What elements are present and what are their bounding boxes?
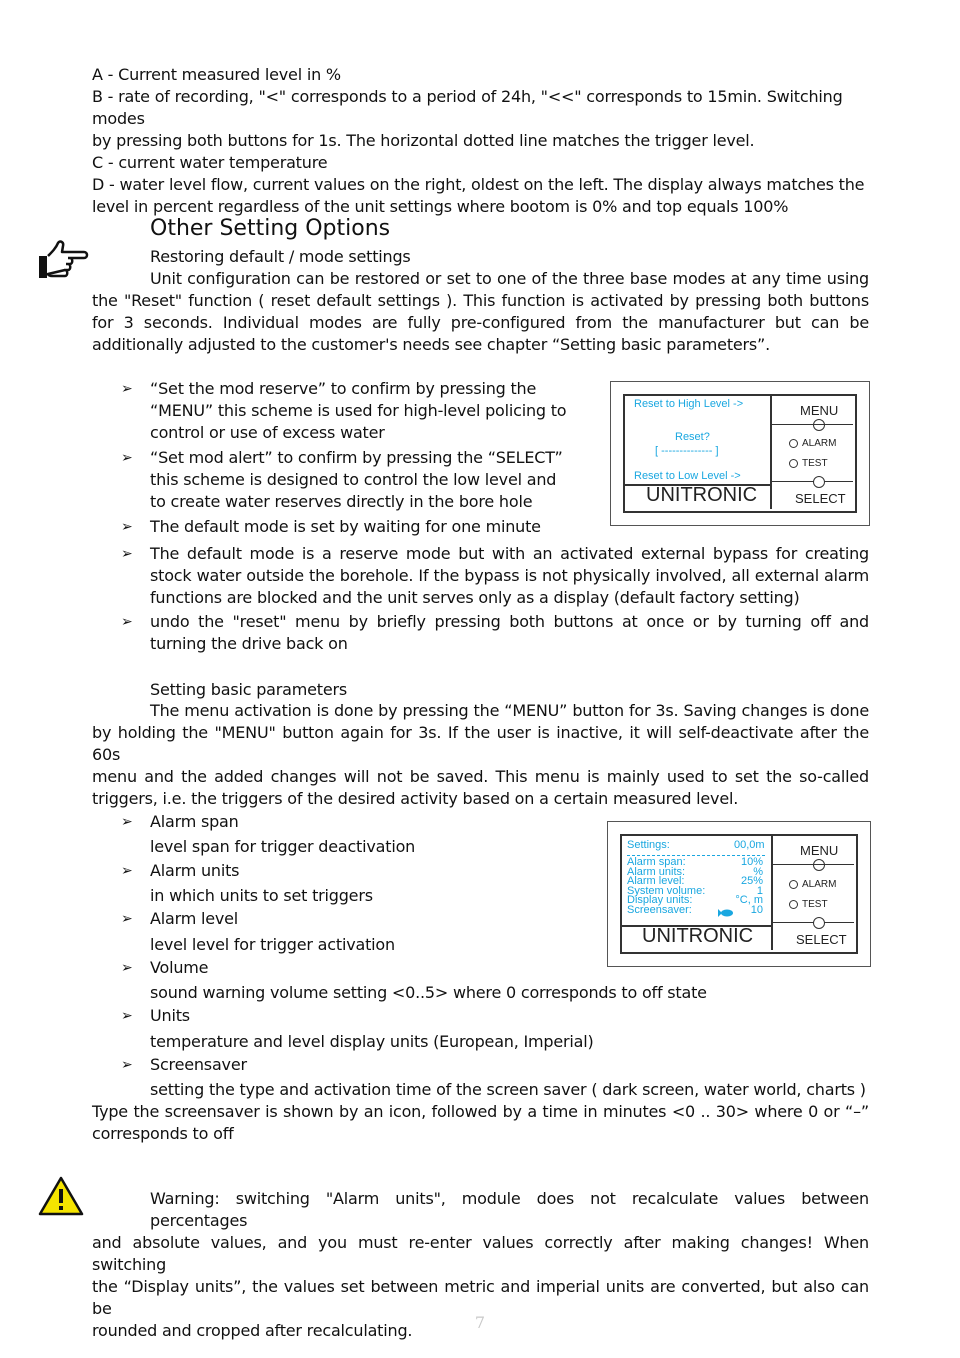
settings-list bbox=[627, 858, 765, 916]
bullet-line: undo the "reset" menu by briefly pressing both buttons at once or by turning off and bbox=[150, 612, 869, 631]
basic-line: menu and the added changes will not be saved. This menu is mainly used to set the so-called bbox=[92, 767, 869, 786]
restore-bullet bbox=[150, 378, 570, 444]
menu-label: MENU bbox=[800, 403, 839, 418]
param-desc: temperature and level display units (European, Imperial) bbox=[150, 1032, 594, 1051]
alarm-led-icon bbox=[789, 439, 798, 448]
settings-row bbox=[627, 903, 765, 916]
bullet-line: “Set the mod reserve” to confirm by pressing the bbox=[150, 379, 537, 398]
settings-row-label: Alarm units: bbox=[627, 865, 686, 878]
bullet-arrow-icon: ➢ bbox=[121, 519, 133, 535]
pointing-hand-icon bbox=[36, 240, 90, 284]
bullet-line: “MENU” this scheme is used for high-level policing to bbox=[150, 401, 567, 420]
bullet-arrow-icon: ➢ bbox=[121, 381, 133, 397]
settings-row-value: 10% bbox=[740, 856, 763, 868]
test-label: TEST bbox=[802, 458, 828, 469]
settings-row-value: 1 bbox=[756, 884, 763, 897]
legend-a: A - Current measured level in % bbox=[92, 65, 341, 84]
bullet-arrow-icon: ➢ bbox=[121, 614, 133, 630]
restore-line: for 3 seconds. Individual modes are fully pre-configured from the manufacturer but can be bbox=[92, 313, 869, 332]
alarm-led-icon bbox=[789, 880, 798, 889]
param-desc: level level for trigger activation bbox=[150, 935, 395, 954]
basic-paragraph bbox=[92, 700, 869, 810]
bullet-line: this scheme is designed to control the low level and bbox=[150, 470, 557, 489]
settings-header-value: 00,0m bbox=[734, 839, 765, 851]
settings-row-value: °C, m bbox=[735, 894, 763, 907]
settings-row-label: System volume: bbox=[627, 884, 706, 897]
bullet-line: “Set mod alert” to confirm by pressing the “SELECT” bbox=[150, 448, 563, 467]
param-name: Alarm level bbox=[150, 909, 239, 928]
device-brand: UNITRONIC bbox=[642, 925, 754, 947]
test-led-icon bbox=[789, 900, 798, 909]
device-brand: UNITRONIC bbox=[646, 484, 758, 506]
screensaver-line: Type the screensaver is shown by an icon, followed by a time in minutes <0 .. 30> where 0 or “–” bbox=[92, 1102, 869, 1121]
select-button[interactable] bbox=[813, 476, 825, 488]
param-name: Alarm span bbox=[150, 812, 239, 831]
bullet-arrow-icon: ➢ bbox=[121, 960, 133, 976]
basic-line: by holding the "MENU" button again for 3s. If the user is inactive, it will self-deactivate after the 60s bbox=[92, 723, 869, 764]
param-name: Screensaver bbox=[150, 1055, 247, 1074]
select-label: SELECT bbox=[795, 491, 846, 506]
bullet-line: functions are blocked and the unit serves only as a display (default factory setting) bbox=[150, 588, 800, 607]
restore-paragraph bbox=[92, 268, 869, 356]
restore-heading: Restoring default / mode settings bbox=[150, 247, 411, 266]
screen-line: Reset to Low Level -> bbox=[634, 470, 741, 482]
bullet-line: control or use of excess water bbox=[150, 423, 385, 442]
settings-header-label: Settings: bbox=[627, 839, 670, 851]
bullet-arrow-icon: ➢ bbox=[121, 814, 133, 830]
legend-c: C - current water temperature bbox=[92, 153, 328, 172]
menu-label: MENU bbox=[800, 843, 839, 858]
legend-b2: by pressing both buttons for 1s. The horizontal dotted line matches the trigger level. bbox=[92, 131, 755, 150]
fish-icon bbox=[718, 908, 734, 918]
bullet-line: The default mode is a reserve mode but with an activated external bypass for creating bbox=[150, 544, 869, 563]
restore-bullet bbox=[150, 447, 570, 513]
bullet-arrow-icon: ➢ bbox=[121, 450, 133, 466]
bullet-arrow-icon: ➢ bbox=[121, 911, 133, 927]
legend-d2: level in percent regardless of the unit settings where bootom is 0% and top equals 100% bbox=[92, 197, 789, 216]
warning-line: Warning: switching "Alarm units", module does not recalculate values between percentages bbox=[150, 1189, 869, 1230]
screensaver-continued bbox=[92, 1101, 869, 1145]
param-desc: setting the type and activation time of the screen saver ( dark screen, water world, charts ) bbox=[150, 1080, 866, 1099]
basic-line: The menu activation is done by pressing the “MENU” button for 3s. Saving changes is done bbox=[150, 701, 869, 720]
restore-bullet-wide bbox=[150, 611, 869, 655]
bullet-arrow-icon: ➢ bbox=[121, 546, 133, 562]
screen-line: Reset to High Level -> bbox=[634, 398, 744, 410]
restore-bullet-wide bbox=[150, 543, 869, 609]
alarm-label: ALARM bbox=[802, 438, 837, 449]
param-name: Units bbox=[150, 1006, 190, 1025]
test-led-icon bbox=[789, 459, 798, 468]
param-desc: sound warning volume setting <0..5> where 0 corresponds to off state bbox=[150, 983, 707, 1002]
bullet-arrow-icon: ➢ bbox=[121, 1057, 133, 1073]
bullet-line: stock water outside the borehole. If the bypass is not physically involved, all external alarm bbox=[150, 566, 869, 585]
device-reset-screen bbox=[610, 381, 870, 526]
basic-heading: Setting basic parameters bbox=[150, 680, 348, 699]
alarm-label: ALARM bbox=[802, 879, 837, 890]
restore-bullet: The default mode is set by waiting for one minute bbox=[150, 517, 541, 536]
warning-triangle-icon bbox=[38, 1176, 84, 1216]
param-desc: level span for trigger deactivation bbox=[150, 837, 416, 856]
legend-d1: D - water level flow, current values on the right, oldest on the left. The display always matches the bbox=[92, 175, 865, 194]
menu-button[interactable] bbox=[813, 859, 825, 871]
section-title: Other Setting Options bbox=[150, 216, 391, 241]
legend-b1: B - rate of recording, "<" corresponds to a period of 24h, "<<" corresponds to 15min. Switching modes bbox=[92, 87, 843, 128]
bullet-line: to create water reserves directly in the bore hole bbox=[150, 492, 533, 511]
legend-block bbox=[92, 64, 882, 218]
settings-row-value: 25% bbox=[740, 875, 763, 888]
settings-row-value: 10 bbox=[750, 903, 763, 916]
screen-line: Reset? bbox=[675, 431, 710, 443]
settings-row-label: Alarm span: bbox=[627, 856, 686, 868]
bullet-arrow-icon: ➢ bbox=[121, 863, 133, 879]
param-name: Alarm units bbox=[150, 861, 240, 880]
basic-line: triggers, i.e. the triggers of the desired activity based on a certain measured level. bbox=[92, 789, 739, 808]
restore-line: additionally adjusted to the customer's needs see chapter “Setting basic parameters”. bbox=[92, 335, 771, 354]
bullet-line: turning the drive back on bbox=[150, 634, 348, 653]
warning-line: the “Display units”, the values set between metric and imperial units are converted, but also can be bbox=[92, 1277, 869, 1318]
param-desc: in which units to set triggers bbox=[150, 886, 373, 905]
restore-line: Unit configuration can be restored or set to one of the three base modes at any time using bbox=[150, 269, 869, 288]
menu-button[interactable] bbox=[813, 419, 825, 431]
screensaver-line: corresponds to off bbox=[92, 1124, 234, 1143]
warning-line: rounded and cropped after recalculating. bbox=[92, 1321, 413, 1340]
settings-row-label: Screensaver: bbox=[627, 903, 692, 916]
test-label: TEST bbox=[802, 899, 828, 910]
select-label: SELECT bbox=[796, 932, 847, 947]
settings-row-label: Display units: bbox=[627, 894, 693, 907]
bullet-arrow-icon: ➢ bbox=[121, 1008, 133, 1024]
settings-row-label: Alarm level: bbox=[627, 875, 685, 888]
warning-line: and absolute values, and you must re-enter values correctly after making changes! When switching bbox=[92, 1233, 869, 1274]
device-settings-screen bbox=[607, 821, 871, 967]
page-number: 7 bbox=[474, 1313, 486, 1332]
param-name: Volume bbox=[150, 958, 209, 977]
restore-line: the "Reset" function ( reset default settings ). This function is activated by pressing both buttons bbox=[92, 291, 869, 310]
select-button[interactable] bbox=[813, 917, 825, 929]
screen-line: [ -------------- ] bbox=[655, 445, 719, 457]
settings-row-value: % bbox=[753, 865, 763, 878]
